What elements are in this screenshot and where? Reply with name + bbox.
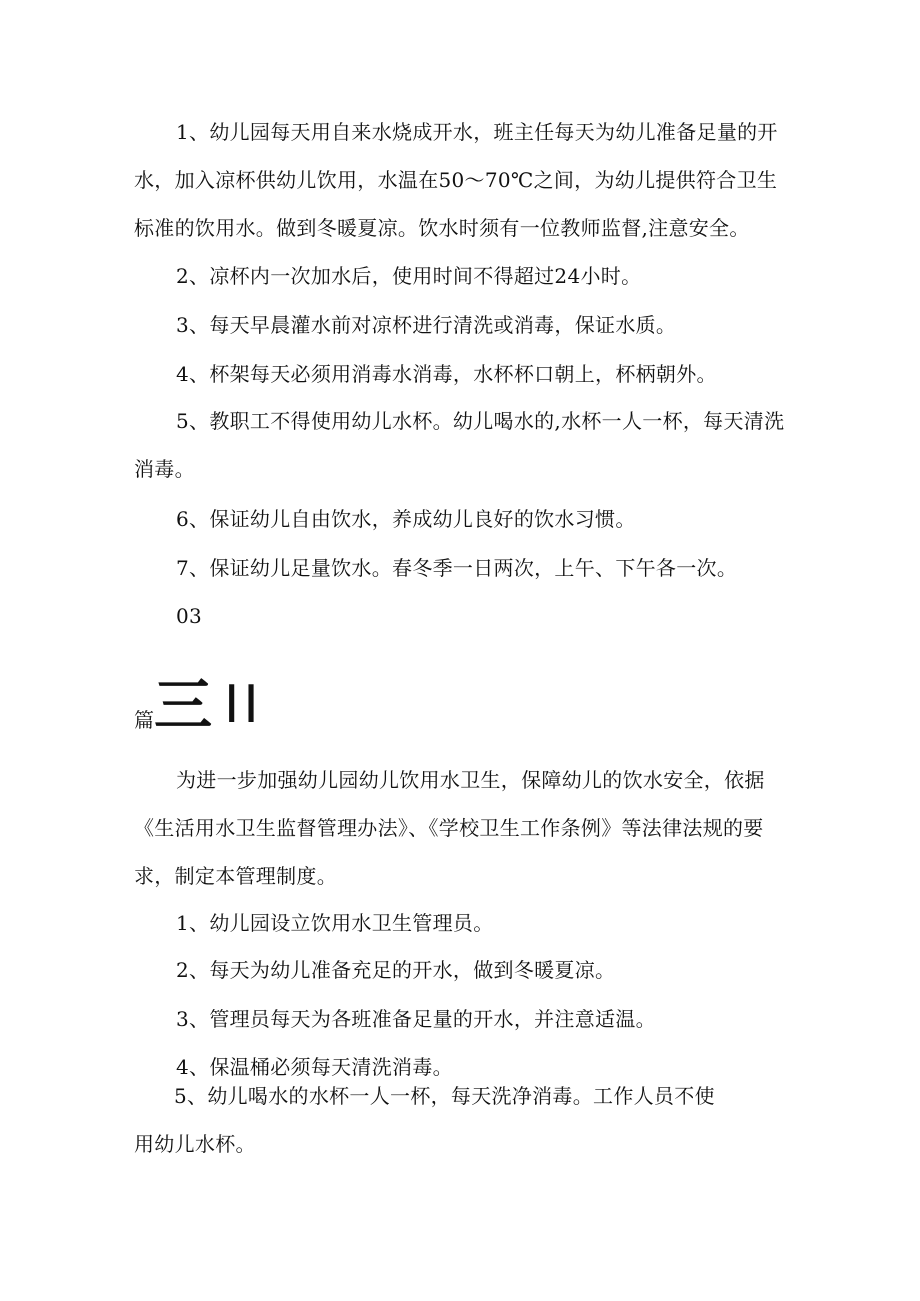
section2-item-5: 5、教职工不得使用幼儿水杯。幼儿喝水的,水杯一人一杯，每天清洗消毒。 bbox=[134, 409, 785, 481]
section3-item-1: 1、幼儿园设立饮用水卫生管理员。 bbox=[176, 911, 494, 935]
section-heading bbox=[134, 671, 263, 739]
page-number: 03 bbox=[176, 604, 203, 628]
section2-item-7: 7、保证幼儿足量饮水。春冬季一日两次，上午、下午各一次。 bbox=[176, 556, 738, 580]
section2-item-1: 1、幼儿园每天用自来水烧成开水，班主任每天为幼儿准备足量的开水，加入凉杯供幼儿饮用，水温在50～70℃之间，为幼儿提供符合卫生标准的饮用水。做到冬暖夏凉。饮水时须有一位教师监督,注意安全。 bbox=[134, 120, 778, 240]
section3-item-4: 4、保温桶必须每天清洗消毒。 bbox=[176, 1055, 453, 1079]
section3-intro: 为进一步加强幼儿园幼儿饮用水卫生，保障幼儿的饮水安全，依据《生活用水卫生监督管理办法》、《学校卫生工作条例》等法律法规的要求，制定本管理制度。 bbox=[134, 768, 765, 888]
section3-item-5: 5、幼儿喝水的水杯一人一杯，每天洗净消毒。工作人员不使用幼儿水杯。 bbox=[134, 1084, 715, 1156]
section2-item-6: 6、保证幼儿自由饮水，养成幼儿良好的饮水习惯。 bbox=[176, 507, 636, 531]
heading-prefix: 篇 bbox=[134, 708, 154, 732]
section3-item-3: 3、管理员每天为各班准备足量的开水，并注意适温。 bbox=[176, 1007, 656, 1031]
heading-main: 三 bbox=[154, 671, 215, 739]
heading-suffix: II bbox=[224, 675, 263, 735]
section2-item-4: 4、杯架每天必须用消毒水消毒，水杯杯口朝上，杯柄朝外。 bbox=[176, 362, 717, 386]
section2-item-3: 3、每天早晨灌水前对凉杯进行清洗或消毒，保证水质。 bbox=[176, 313, 677, 337]
section2-item-2: 2、凉杯内一次加水后，使用时间不得超过24小时。 bbox=[176, 264, 642, 288]
section3-item-2: 2、每天为幼儿准备充足的开水，做到冬暖夏凉。 bbox=[176, 958, 616, 982]
